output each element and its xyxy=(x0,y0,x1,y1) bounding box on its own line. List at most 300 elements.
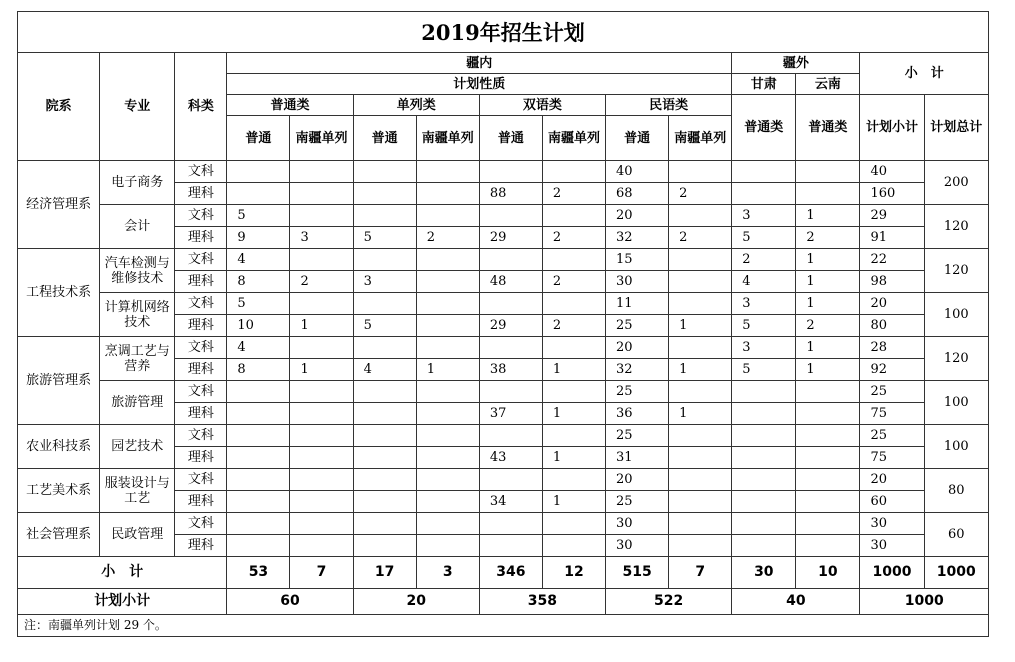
value-cell: 37 xyxy=(479,403,542,425)
value-cell: 1 xyxy=(796,293,860,315)
value-cell: 5 xyxy=(732,359,796,381)
subject-cell: 理科 xyxy=(175,535,227,557)
value-cell: 20 xyxy=(606,337,669,359)
value-cell: 30 xyxy=(606,271,669,293)
value-cell: 68 xyxy=(606,183,669,205)
value-cell xyxy=(732,513,796,535)
value-cell xyxy=(732,161,796,183)
value-cell xyxy=(416,403,479,425)
value-cell xyxy=(669,161,732,183)
header-minyu-lei: 民语类 xyxy=(606,95,732,116)
value-cell: 40 xyxy=(606,161,669,183)
value-cell xyxy=(796,381,860,403)
value-cell xyxy=(732,381,796,403)
summary-cell: 7 xyxy=(669,557,732,589)
value-cell: 3 xyxy=(732,293,796,315)
value-cell xyxy=(732,183,796,205)
header-danlie-lei: 单列类 xyxy=(353,95,479,116)
plan-total-cell: 100 xyxy=(924,425,988,469)
value-cell xyxy=(669,271,732,293)
value-cell xyxy=(353,447,416,469)
enrollment-plan-table xyxy=(17,11,989,637)
value-cell: 9 xyxy=(227,227,290,249)
value-cell xyxy=(479,293,542,315)
plan-total-cell: 120 xyxy=(924,205,988,249)
footnote: 注：南疆单列计划 29 个。 xyxy=(18,615,989,637)
value-cell: 5 xyxy=(227,205,290,227)
value-cell: 11 xyxy=(606,293,669,315)
major-cell: 会计 xyxy=(100,205,175,249)
value-cell: 3 xyxy=(732,337,796,359)
table-row xyxy=(18,249,989,271)
value-cell xyxy=(669,381,732,403)
value-cell xyxy=(290,337,353,359)
summary-cell: 12 xyxy=(542,557,605,589)
dept-cell: 社会管理系 xyxy=(18,513,100,557)
header-nanjiang-danlie: 南疆单列 xyxy=(290,116,353,161)
value-cell xyxy=(796,403,860,425)
value-cell: 8 xyxy=(227,359,290,381)
value-cell xyxy=(353,293,416,315)
value-cell xyxy=(227,469,290,491)
value-cell xyxy=(669,293,732,315)
value-cell xyxy=(542,161,605,183)
value-cell: 2 xyxy=(669,183,732,205)
value-cell: 75 xyxy=(860,447,924,469)
table-row xyxy=(18,293,989,315)
value-cell: 2 xyxy=(796,315,860,337)
value-cell: 10 xyxy=(227,315,290,337)
plan-total-cell: 120 xyxy=(924,249,988,293)
value-cell: 2 xyxy=(669,227,732,249)
plan-total-cell: 120 xyxy=(924,337,988,381)
value-cell xyxy=(479,513,542,535)
header-subtotal: 小 计 xyxy=(860,53,989,95)
value-cell xyxy=(542,425,605,447)
value-cell xyxy=(290,447,353,469)
value-cell xyxy=(227,447,290,469)
value-cell xyxy=(669,337,732,359)
value-cell xyxy=(290,469,353,491)
value-cell: 30 xyxy=(606,513,669,535)
value-cell: 22 xyxy=(860,249,924,271)
value-cell xyxy=(669,447,732,469)
value-cell xyxy=(416,315,479,337)
value-cell: 80 xyxy=(860,315,924,337)
value-cell: 25 xyxy=(606,315,669,337)
value-cell xyxy=(353,381,416,403)
plan-subtotal-label: 计划小计 xyxy=(18,589,227,615)
value-cell xyxy=(669,469,732,491)
value-cell: 34 xyxy=(479,491,542,513)
subject-cell: 文科 xyxy=(175,249,227,271)
summary-cell: 3 xyxy=(416,557,479,589)
subject-cell: 文科 xyxy=(175,161,227,183)
header-subject: 科类 xyxy=(175,53,227,161)
value-cell: 25 xyxy=(606,381,669,403)
value-cell: 2 xyxy=(732,249,796,271)
value-cell xyxy=(416,425,479,447)
table-row xyxy=(18,469,989,491)
value-cell xyxy=(353,535,416,557)
value-cell xyxy=(227,425,290,447)
subject-cell: 文科 xyxy=(175,513,227,535)
value-cell xyxy=(479,249,542,271)
value-cell xyxy=(416,249,479,271)
header-gansu: 甘肃 xyxy=(732,74,796,95)
major-cell: 汽车检测与维修技术 xyxy=(100,249,175,293)
major-cell: 园艺技术 xyxy=(100,425,175,469)
header-inner: 疆内 xyxy=(227,53,732,74)
value-cell: 5 xyxy=(353,227,416,249)
value-cell: 2 xyxy=(542,227,605,249)
value-cell: 1 xyxy=(669,403,732,425)
value-cell xyxy=(290,161,353,183)
value-cell xyxy=(732,535,796,557)
value-cell xyxy=(479,381,542,403)
value-cell: 5 xyxy=(732,315,796,337)
header-plan-total: 计划总计 xyxy=(924,95,988,161)
subject-cell: 文科 xyxy=(175,425,227,447)
value-cell: 8 xyxy=(227,271,290,293)
summary-cell: 17 xyxy=(353,557,416,589)
subject-cell: 理科 xyxy=(175,447,227,469)
value-cell: 60 xyxy=(860,491,924,513)
value-cell xyxy=(796,469,860,491)
value-cell: 3 xyxy=(290,227,353,249)
summary-row xyxy=(18,557,989,589)
header-nanjiang-danlie: 南疆单列 xyxy=(669,116,732,161)
value-cell xyxy=(479,535,542,557)
value-cell xyxy=(732,469,796,491)
header-plan-sub: 计划小计 xyxy=(860,95,924,161)
value-cell xyxy=(796,513,860,535)
value-cell xyxy=(416,535,479,557)
value-cell: 15 xyxy=(606,249,669,271)
value-cell xyxy=(353,337,416,359)
value-cell xyxy=(353,403,416,425)
value-cell xyxy=(732,403,796,425)
summary-cell: 53 xyxy=(227,557,290,589)
summary-cell: 10 xyxy=(796,557,860,589)
value-cell xyxy=(353,161,416,183)
value-cell: 43 xyxy=(479,447,542,469)
value-cell xyxy=(732,447,796,469)
plan-subtotal-cell: 1000 xyxy=(860,589,989,615)
value-cell xyxy=(542,513,605,535)
value-cell xyxy=(732,491,796,513)
value-cell: 1 xyxy=(669,359,732,381)
dept-cell: 工艺美术系 xyxy=(18,469,100,513)
header-putong: 普通 xyxy=(227,116,290,161)
value-cell: 29 xyxy=(479,315,542,337)
value-cell xyxy=(542,293,605,315)
value-cell xyxy=(542,249,605,271)
value-cell: 75 xyxy=(860,403,924,425)
major-cell: 服装设计与工艺 xyxy=(100,469,175,513)
plan-total-cell: 60 xyxy=(924,513,988,557)
subject-cell: 文科 xyxy=(175,381,227,403)
value-cell xyxy=(542,381,605,403)
value-cell: 30 xyxy=(606,535,669,557)
subject-cell: 理科 xyxy=(175,271,227,293)
value-cell xyxy=(796,161,860,183)
value-cell: 160 xyxy=(860,183,924,205)
major-cell: 烹调工艺与营养 xyxy=(100,337,175,381)
value-cell xyxy=(796,425,860,447)
plan-subtotal-cell: 60 xyxy=(227,589,353,615)
value-cell xyxy=(416,271,479,293)
value-cell: 30 xyxy=(860,535,924,557)
table-row xyxy=(18,205,989,227)
value-cell: 4 xyxy=(732,271,796,293)
value-cell xyxy=(227,381,290,403)
value-cell xyxy=(416,161,479,183)
value-cell: 40 xyxy=(860,161,924,183)
value-cell: 25 xyxy=(860,381,924,403)
value-cell: 5 xyxy=(227,293,290,315)
header-yunnan-putong-lei: 普通类 xyxy=(796,95,860,161)
value-cell: 2 xyxy=(542,315,605,337)
value-cell: 1 xyxy=(796,359,860,381)
value-cell: 1 xyxy=(796,249,860,271)
value-cell xyxy=(353,249,416,271)
value-cell: 30 xyxy=(860,513,924,535)
value-cell xyxy=(479,469,542,491)
value-cell xyxy=(542,469,605,491)
header-nanjiang-danlie: 南疆单列 xyxy=(542,116,605,161)
header-shuangyu-lei: 双语类 xyxy=(479,95,605,116)
value-cell: 32 xyxy=(606,359,669,381)
value-cell xyxy=(353,183,416,205)
value-cell: 1 xyxy=(796,205,860,227)
subject-cell: 文科 xyxy=(175,205,227,227)
value-cell xyxy=(416,447,479,469)
plan-subtotal-cell: 522 xyxy=(606,589,732,615)
value-cell: 5 xyxy=(732,227,796,249)
header-putong: 普通 xyxy=(479,116,542,161)
dept-cell: 经济管理系 xyxy=(18,161,100,249)
value-cell: 4 xyxy=(227,249,290,271)
table-body xyxy=(18,161,989,557)
value-cell: 91 xyxy=(860,227,924,249)
major-cell: 民政管理 xyxy=(100,513,175,557)
value-cell xyxy=(542,535,605,557)
value-cell: 4 xyxy=(227,337,290,359)
plan-total-cell: 80 xyxy=(924,469,988,513)
value-cell: 38 xyxy=(479,359,542,381)
value-cell: 32 xyxy=(606,227,669,249)
value-cell: 1 xyxy=(290,315,353,337)
value-cell: 1 xyxy=(542,491,605,513)
major-cell: 旅游管理 xyxy=(100,381,175,425)
value-cell: 29 xyxy=(860,205,924,227)
value-cell xyxy=(227,161,290,183)
value-cell xyxy=(669,425,732,447)
value-cell xyxy=(479,161,542,183)
table-row xyxy=(18,337,989,359)
header-yunnan: 云南 xyxy=(796,74,860,95)
table-row xyxy=(18,425,989,447)
plan-total-cell: 200 xyxy=(924,161,988,205)
subject-cell: 文科 xyxy=(175,469,227,491)
value-cell: 20 xyxy=(606,205,669,227)
value-cell: 1 xyxy=(796,271,860,293)
value-cell xyxy=(669,535,732,557)
table-row xyxy=(18,381,989,403)
value-cell: 1 xyxy=(290,359,353,381)
subject-cell: 文科 xyxy=(175,293,227,315)
value-cell xyxy=(227,491,290,513)
dept-cell: 旅游管理系 xyxy=(18,337,100,425)
plan-subtotal-row xyxy=(18,589,989,615)
value-cell: 20 xyxy=(606,469,669,491)
value-cell xyxy=(542,337,605,359)
summary-cell: 1000 xyxy=(924,557,988,589)
value-cell xyxy=(290,513,353,535)
value-cell: 1 xyxy=(416,359,479,381)
value-cell: 25 xyxy=(606,491,669,513)
value-cell xyxy=(416,337,479,359)
value-cell xyxy=(227,183,290,205)
header-dept: 院系 xyxy=(18,53,100,161)
value-cell: 25 xyxy=(606,425,669,447)
value-cell xyxy=(796,491,860,513)
table-row xyxy=(18,513,989,535)
dept-cell: 工程技术系 xyxy=(18,249,100,337)
value-cell: 1 xyxy=(542,403,605,425)
header-major: 专业 xyxy=(100,53,175,161)
value-cell xyxy=(290,381,353,403)
value-cell xyxy=(227,403,290,425)
value-cell: 1 xyxy=(542,359,605,381)
header-putong: 普通 xyxy=(353,116,416,161)
value-cell xyxy=(796,183,860,205)
plan-total-cell: 100 xyxy=(924,293,988,337)
value-cell: 25 xyxy=(860,425,924,447)
value-cell: 36 xyxy=(606,403,669,425)
value-cell xyxy=(353,513,416,535)
value-cell xyxy=(416,205,479,227)
plan-total-cell: 100 xyxy=(924,381,988,425)
value-cell xyxy=(290,403,353,425)
value-cell: 2 xyxy=(542,183,605,205)
value-cell: 2 xyxy=(416,227,479,249)
subject-cell: 文科 xyxy=(175,337,227,359)
value-cell xyxy=(796,447,860,469)
value-cell: 28 xyxy=(860,337,924,359)
value-cell: 20 xyxy=(860,293,924,315)
value-cell xyxy=(353,425,416,447)
value-cell xyxy=(416,293,479,315)
value-cell xyxy=(227,535,290,557)
value-cell xyxy=(353,491,416,513)
value-cell xyxy=(416,491,479,513)
value-cell xyxy=(353,469,416,491)
header-nanjiang-danlie: 南疆单列 xyxy=(416,116,479,161)
table-row xyxy=(18,161,989,183)
subject-cell: 理科 xyxy=(175,227,227,249)
dept-cell: 农业科技系 xyxy=(18,425,100,469)
value-cell xyxy=(416,513,479,535)
value-cell: 88 xyxy=(479,183,542,205)
subject-cell: 理科 xyxy=(175,359,227,381)
value-cell xyxy=(479,337,542,359)
summary-cell: 346 xyxy=(479,557,542,589)
value-cell xyxy=(416,183,479,205)
value-cell xyxy=(669,491,732,513)
value-cell: 3 xyxy=(353,271,416,293)
value-cell: 20 xyxy=(860,469,924,491)
value-cell: 5 xyxy=(353,315,416,337)
value-cell xyxy=(290,535,353,557)
value-cell: 2 xyxy=(290,271,353,293)
plan-subtotal-cell: 20 xyxy=(353,589,479,615)
table-title: 2019年招生计划 xyxy=(18,12,989,53)
value-cell: 31 xyxy=(606,447,669,469)
value-cell xyxy=(669,205,732,227)
value-cell xyxy=(796,535,860,557)
value-cell: 1 xyxy=(796,337,860,359)
summary-label: 小 计 xyxy=(18,557,227,589)
value-cell xyxy=(416,381,479,403)
subject-cell: 理科 xyxy=(175,403,227,425)
subject-cell: 理科 xyxy=(175,183,227,205)
value-cell xyxy=(416,469,479,491)
subject-cell: 理科 xyxy=(175,315,227,337)
value-cell xyxy=(669,513,732,535)
summary-cell: 30 xyxy=(732,557,796,589)
plan-subtotal-cell: 40 xyxy=(732,589,860,615)
value-cell xyxy=(479,425,542,447)
header-gansu-putong-lei: 普通类 xyxy=(732,95,796,161)
value-cell: 4 xyxy=(353,359,416,381)
value-cell: 2 xyxy=(542,271,605,293)
value-cell xyxy=(669,249,732,271)
enrollment-plan-document xyxy=(17,11,989,637)
value-cell: 48 xyxy=(479,271,542,293)
value-cell xyxy=(479,205,542,227)
plan-subtotal-cell: 358 xyxy=(479,589,605,615)
value-cell xyxy=(290,183,353,205)
value-cell xyxy=(732,425,796,447)
major-cell: 计算机网络技术 xyxy=(100,293,175,337)
header-plan-nature: 计划性质 xyxy=(227,74,732,95)
value-cell xyxy=(290,425,353,447)
value-cell xyxy=(290,249,353,271)
value-cell: 3 xyxy=(732,205,796,227)
summary-cell: 7 xyxy=(290,557,353,589)
subject-cell: 理科 xyxy=(175,491,227,513)
value-cell xyxy=(290,205,353,227)
value-cell: 98 xyxy=(860,271,924,293)
summary-cell: 1000 xyxy=(860,557,924,589)
value-cell xyxy=(353,205,416,227)
value-cell: 2 xyxy=(796,227,860,249)
value-cell xyxy=(290,293,353,315)
summary-cell: 515 xyxy=(606,557,669,589)
value-cell: 1 xyxy=(542,447,605,469)
major-cell: 电子商务 xyxy=(100,161,175,205)
value-cell xyxy=(227,513,290,535)
header-outer: 疆外 xyxy=(732,53,860,74)
header-putong-lei: 普通类 xyxy=(227,95,353,116)
header-putong: 普通 xyxy=(606,116,669,161)
value-cell xyxy=(542,205,605,227)
value-cell: 1 xyxy=(669,315,732,337)
value-cell: 92 xyxy=(860,359,924,381)
value-cell: 29 xyxy=(479,227,542,249)
